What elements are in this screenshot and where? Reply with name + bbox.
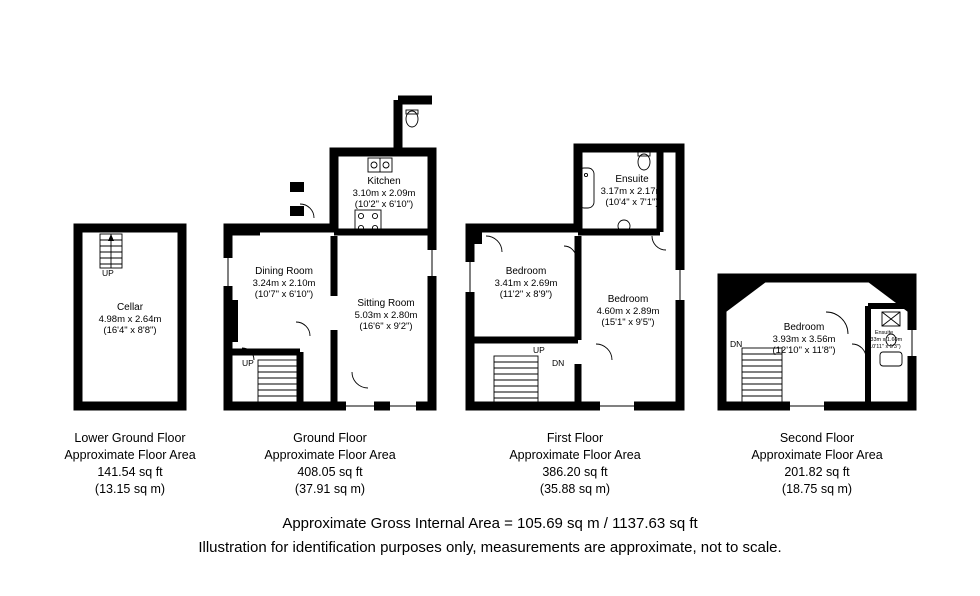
kitchen-fixtures [355,110,418,234]
room-imperial-bedroom-1: (11'2" x 8'9") [499,289,553,300]
room-imperial-ensuite-first: (10'4" x 7'1") [605,197,659,208]
stair-label-up-ground: UP [242,358,254,368]
room-name-cellar: Cellar [116,302,144,313]
floor-caption-line-2: Approximate Floor Area [751,448,883,462]
cellar-stairs [100,234,122,268]
floor-ground [228,100,432,406]
first-stairs [494,356,538,404]
room-imperial-bedroom-2: (15'1" x 9'5") [601,317,655,328]
room-label-bedroom-2 [578,294,678,329]
room-imperial-cellar: (16'4" x 8'8") [103,325,157,336]
stair-label-dn-second: DN [730,339,743,349]
room-name-sitting: Sitting Room [357,298,415,309]
floor-caption-line-4: (18.75 sq m) [781,482,853,496]
stair-label-up-first: UP [533,345,545,355]
room-name-dining: Dining Room [255,266,313,277]
room-name-bedroom-2: Bedroom [607,294,649,305]
room-imperial-ensuite-second: (10'11" x 5'3") [867,344,901,350]
room-label-bedroom-3 [754,322,854,357]
floor-caption-line-4: (13.15 sq m) [94,482,166,496]
room-metric-dining: 3.24m x 2.10m [252,277,316,289]
room-label-bedroom-1 [476,266,576,301]
floor-caption-line-1: First Floor [546,431,604,445]
room-metric-sitting: 5.03m x 2.80m [354,309,418,321]
ground-stairs [258,360,298,404]
floor-caption-line-1: Ground Floor [293,431,367,445]
floor-caption-line-1: Second Floor [779,431,855,445]
room-metric-kitchen: 3.10m x 2.09m [352,187,416,199]
floor-caption-line-4: (37.91 sq m) [294,482,366,496]
floor-caption-line-3: 386.20 sq ft [542,465,608,479]
stair-label-dn-first: DN [552,358,565,368]
floor-caption-line-2: Approximate Floor Area [64,448,196,462]
floor-caption-line-4: (35.88 sq m) [539,482,611,496]
room-label-ensuite-first [586,174,678,209]
floor-caption-lower-ground [50,430,210,498]
floor-caption-line-2: Approximate Floor Area [509,448,641,462]
room-label-cellar [80,302,180,337]
room-name-ensuite-second: Ensuite [874,330,894,336]
floor-caption-ground [250,430,410,498]
room-label-dining [232,266,336,301]
room-name-bedroom-1: Bedroom [505,266,547,277]
stair-label-up-cellar: UP [102,268,114,278]
room-metric-ensuite-second: 3.33m x 1.60m [865,337,903,343]
room-metric-cellar: 4.98m x 2.64m [98,313,162,325]
room-metric-bedroom-1: 3.41m x 2.69m [494,277,558,289]
room-imperial-dining: (10'7" x 6'10") [254,289,314,300]
room-metric-ensuite-first: 3.17m x 2.17m [600,185,664,197]
floor-caption-first [495,430,655,498]
disclaimer-text: Illustration for identification purposes only, measurements are approximate, not to scale. [198,539,782,556]
room-metric-bedroom-2: 4.60m x 2.89m [596,305,660,317]
room-metric-bedroom-3: 3.93m x 3.56m [772,333,836,345]
floor-caption-line-1: Lower Ground Floor [74,431,186,445]
room-label-sitting [336,298,436,333]
gross-internal-area-text: Approximate Gross Internal Area = 105.69 sq m / 1137.63 sq ft [282,515,698,532]
floor-caption-line-3: 201.82 sq ft [784,465,850,479]
room-label-ensuite-second [856,330,912,351]
room-imperial-kitchen: (10'2" x 6'10") [354,199,414,210]
floor-caption-line-2: Approximate Floor Area [264,448,396,462]
room-name-ensuite-first: Ensuite [615,174,649,185]
floor-caption-second [737,430,897,498]
room-name-kitchen: Kitchen [367,176,401,187]
room-imperial-sitting: (16'6" x 9'2") [359,321,413,332]
room-name-bedroom-3: Bedroom [783,322,825,333]
floor-caption-line-3: 408.05 sq ft [297,465,363,479]
room-imperial-bedroom-3: (12'10" x 11'8") [772,345,836,356]
room-label-kitchen [336,176,432,211]
floor-caption-line-3: 141.54 sq ft [97,465,163,479]
